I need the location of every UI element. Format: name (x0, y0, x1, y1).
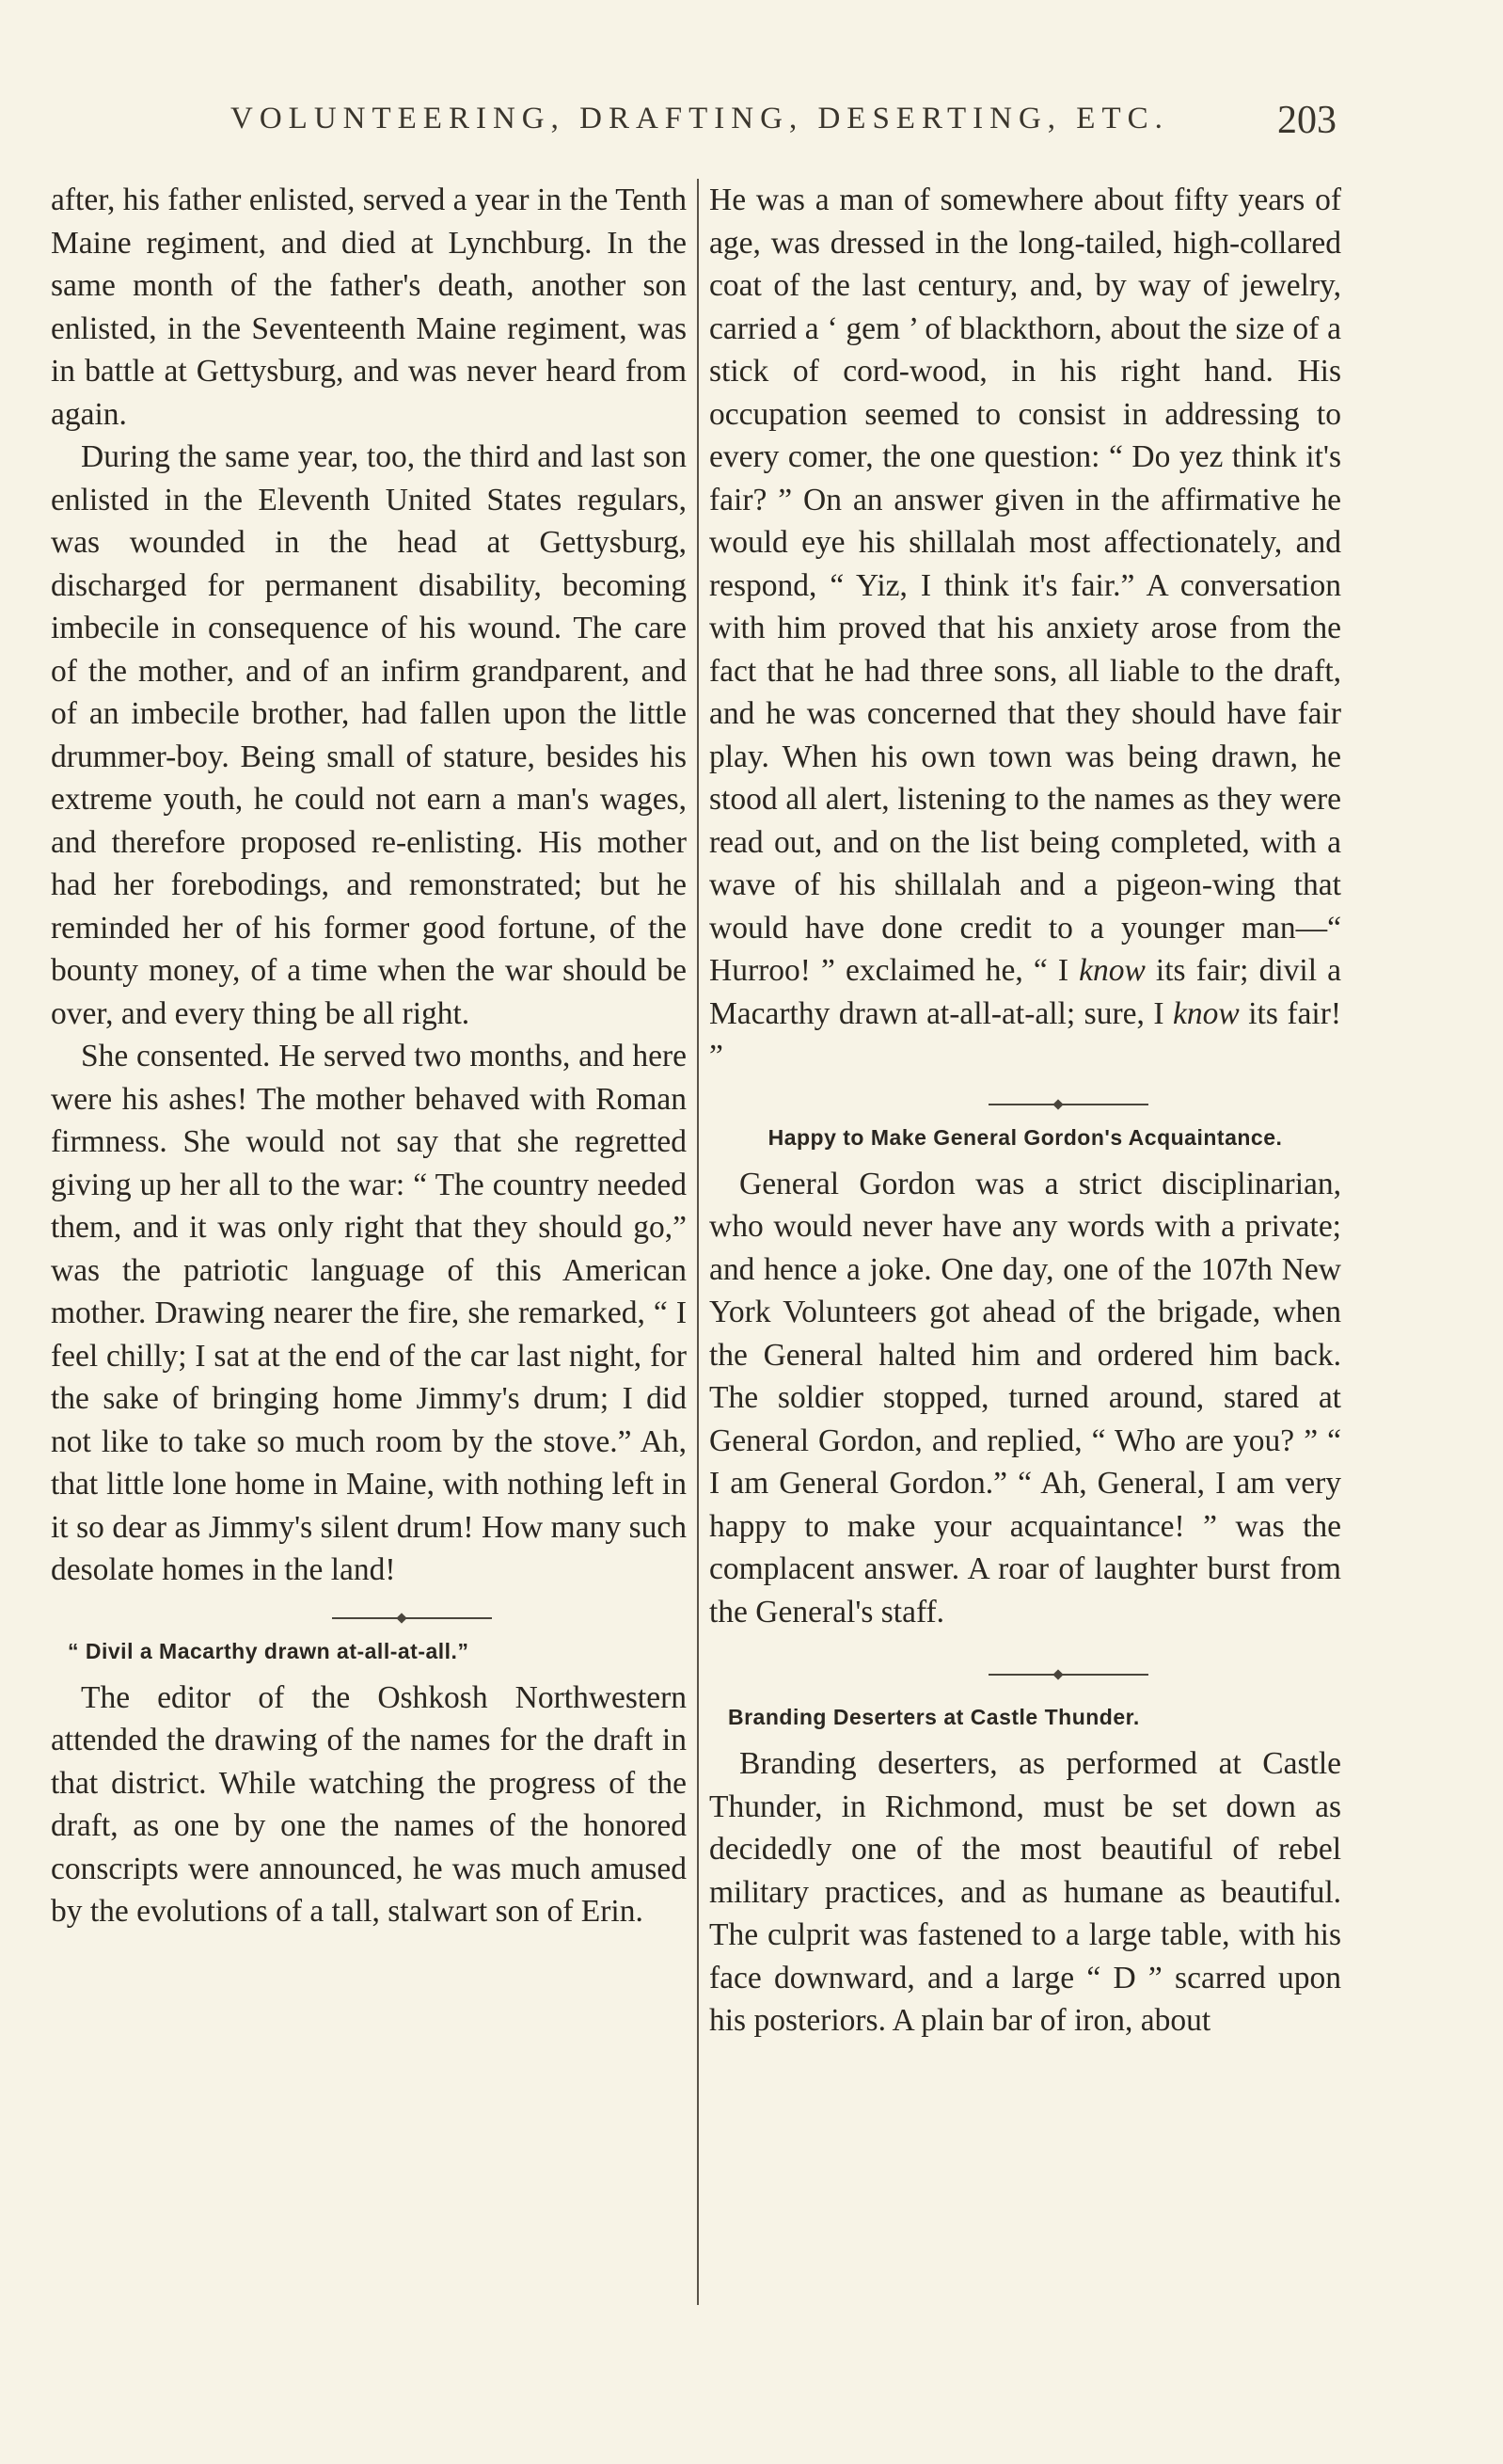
emphasis: know (1079, 953, 1146, 988)
paragraph: The editor of the Oshkosh Northwestern attended the drawing of the names for the draft in that district. While watching the progress of the draft, as one by one the names of the honored conscripts were announced, he was much amused by the evolutions of a tall, stalwart son of Erin. (51, 1679, 687, 1929)
emphasis: know (1173, 995, 1240, 1031)
text-run: its fair! ” (709, 995, 1342, 1073)
left-column (51, 179, 687, 1933)
paragraph: Branding deserters, as performed at Castle Thunder, in Richmond, must be set down as decidedly one of the most beautiful of rebel military practices, and as humane as beautiful. The culprit was fastened to a large table, with his face downward, and a large “ D ” scarred upon his posteriors. A plain bar of iron, about (709, 1746, 1341, 2038)
ornament-rule (989, 1674, 1148, 1676)
text-run: He was a man of somewhere about fifty years of age, was dressed in the long-tailed, high-collared coat of the last century, and, by way of jewelry, carried a ‘ gem ’ of blackthorn, about the size of a stick of cord-wood, in his right hand. His occupation seemed to consist in addressing to every comer, the one question: “ Do yez think it's fair? ” On an answer given in the affirmative he would eye his shillalah most affectionately, and respond, “ Yiz, I think it's fair.” A conversation with him proved that his anxiety arose from the fact that he had three sons, all liable to the draft, and he was concerned that they should have fair play. When his own town was being drawn, he stood all alert, listening to the names as they were read out, and on the list being completed, with a wave of his shillalah and a pigeon-wing that would have done credit to a younger man—“ Hurroo! ” exclaimed he, “ I (709, 183, 1341, 988)
section-ornament (709, 1661, 1341, 1684)
section-heading: Branding Deserters at Castle Thunder. (728, 1705, 1140, 1729)
ornament-diamond (396, 1613, 406, 1623)
paragraph-continuation: after, his father enlisted, served a year in the Tenth Maine regiment, and died at Lynchburg. In the same month of the father's death, another son enlisted, in the Seventeenth Maine regiment, was in battle at Gettysburg, and was never heard from again. (51, 183, 687, 432)
text-run: its fair; divil a Macarthy drawn at-all-at-all; sure, I (709, 953, 1341, 1031)
ornament-diamond (1052, 1670, 1063, 1680)
ornament-diamond (1052, 1099, 1063, 1109)
page-number: 203 (1277, 99, 1337, 142)
paragraph: During the same year, too, the third and last son enlisted in the Eleventh United States regulars, was wounded in the head at Gettysburg, discharged for permanent disability, becoming imbecile in consequence of his wound. The care of the mother, and of an infirm grandparent, and of an imbecile brother, had fallen upon the little drummer-boy. Being small of stature, besides his extreme youth, he could not earn a man's wages, and therefore proposed re-enlisting. His mother had her forebodings, and remonstrated; but he reminded her of his former good fortune, of the bounty money, of a time when the war should be over, and every thing be all right. (51, 439, 687, 1031)
paragraph-continuation (709, 179, 1341, 1078)
ornament-rule (989, 1104, 1148, 1105)
paragraph: General Gordon was a strict disciplinarian, who would never have any words with a private; and hence a joke. One day, one of the 107th New York Volunteers got ahead of the brigade, when the General halted him and ordered him back. The soldier stopped, turned around, stared at General Gordon, and replied, “ Who are you? ” “ I am General Gordon.” “ Ah, General, I am very happy to make your acquaintance! ” was the complacent answer. A roar of laughter burst from the General's staff. (709, 1166, 1341, 1629)
ornament-rule (332, 1617, 492, 1619)
column-divider (697, 179, 699, 2305)
right-column (709, 179, 1341, 2043)
section-heading: “ Divil a Macarthy drawn at-all-at-all.” (68, 1638, 469, 1663)
running-title: VOLUNTEERING, DRAFTING, DESERTING, ETC. (230, 102, 1169, 135)
section-ornament (51, 1605, 687, 1628)
section-ornament (709, 1091, 1341, 1114)
paragraph: She consented. He served two months, and here were his ashes! The mother behaved with Roman firmness. She would not say that she regretted giving up her all to the war: “ The country needed them, and it was only right that they should go,” was the patriotic language of this American mother. Drawing nearer the fire, she remarked, “ I feel chilly; I sat at the end of the car last night, for the sake of bringing home Jimmy's drum; I did not like to take so much room by the stove.” Ah, that little lone home in Maine, with nothing left in it so dear as Jimmy's silent drum! How many such desolate homes in the land! (51, 1039, 687, 1587)
section-heading: Happy to Make General Gordon's Acquaintance. (767, 1124, 1283, 1150)
